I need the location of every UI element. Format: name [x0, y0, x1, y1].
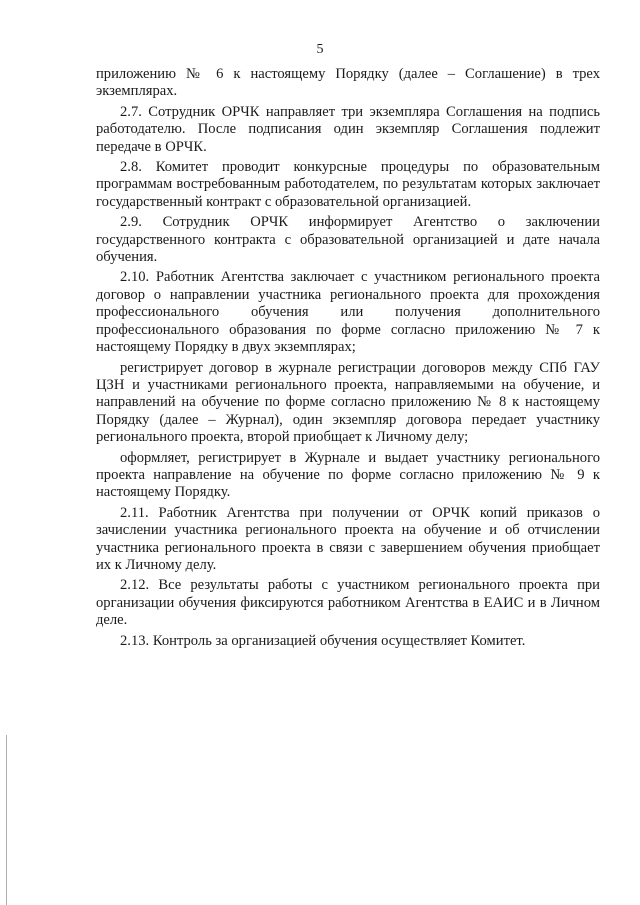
page-number: 5 — [316, 42, 324, 57]
paragraph-2-10-register: регистрирует договор в журнале регистрации договоров между СПб ГАУ ЦЗН и участниками регионального проекта, направляемыми на обучение, и направлений на обучение по форме согласно приложению № 8 к настоящему Порядку (далее – Журнал), один экземпляр договора передает участнику регионального проекта, второй приобщает к Личному делу; — [96, 359, 600, 446]
paragraph-2-8: 2.8. Комитет проводит конкурсные процедуры по образовательным программам востребованным работодателем, по результатам которых заключает государственный контракт с образовательной организацией. — [96, 159, 600, 210]
paragraph-2-9: 2.9. Сотрудник ОРЧК информирует Агентство о заключении государственного контракта с образовательной организацией и дате начала обучения. — [96, 214, 600, 266]
paragraph-2-11: 2.11. Работник Агентства при получении от ОРЧК копий приказов о зачислении участника регионального проекта на обучение и об отчислении участника регионального проекта в связи с завершением обучения приобщает их к Личному делу. — [96, 504, 600, 573]
scan-edge-line — [6, 735, 7, 905]
document-body — [96, 66, 600, 653]
paragraph-2-13: 2.13. Контроль за организацией обучения осуществляет Комитет. — [120, 632, 526, 649]
paragraph-2-12: 2.12. Все результаты работы с участником регионального проекта при организации обучения фиксируются работником Агентства в ЕАИС и в Личном деле. — [96, 577, 600, 629]
paragraph-2-10-issue: оформляет, регистрирует в Журнале и выдает участнику регионального проекта направление на обучение по форме согласно приложению № 9 к настоящему Порядку. — [96, 449, 600, 501]
paragraph-2-10: 2.10. Работник Агентства заключает с участником регионального проекта договор о направлении участника регионального проекта для прохождения профессионального обучения или получения дополнительного профессионального образования по форме согласно приложению № 7 к настоящему Порядку в двух экземплярах; — [96, 269, 600, 356]
paragraph-continuation: приложению № 6 к настоящему Порядку (далее – Соглашение) в трех экземплярах. — [96, 66, 600, 100]
paragraph-2-7: 2.7. Сотрудник ОРЧК направляет три экземпляра Соглашения на подпись работодателю. После подписания один экземпляр Соглашения подлежит передаче в ОРЧК. — [96, 103, 600, 155]
